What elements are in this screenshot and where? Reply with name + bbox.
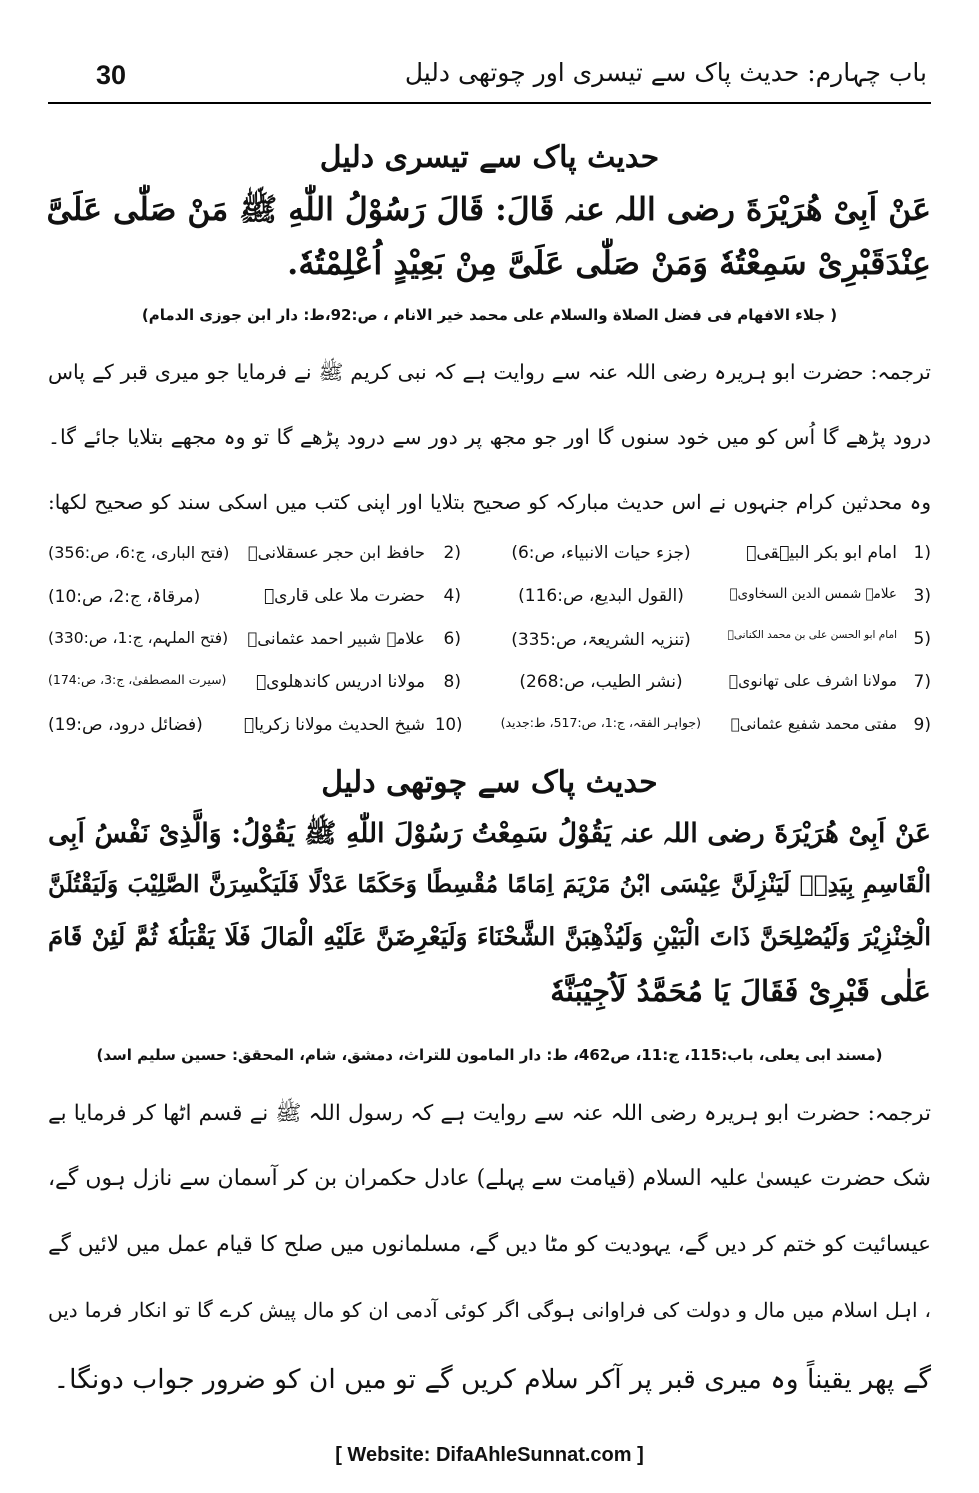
hadith-arabic-line: الْخِنْزِیْرَ وَلَیُصْلِحَنَّ ذَاتَ الْبَیْنِ وَلَیُذْهِبَنَّ الشَّحْنَاءَ وَلَیَعْرِضَنَّ عَلَیْهِ الْمَالَ فَلَا یَقْبَلُهٗ ثُمَّ لَئِنْ قَامَ	[48, 922, 931, 951]
hadith-arabic-line: عَنْ اَبِیْ هُرَیْرَةَ رضی اللہ عنہ یَقُوْلُ سَمِعْتُ رَسُوْلَ اللّٰهِ ﷺ یَقُوْلُ: وَالَّذِیْ نَفْسُ اَبِی	[48, 818, 931, 849]
scholar-name: امام ابو بکر البیہقیؒ	[746, 543, 897, 563]
translation-line: ، اہل اسلام میں مال و دولت کی فراوانی ہوگی اگر کوئی آدمی ان کو مال پیش کرے گا تو انکار فرما دیں	[48, 1298, 931, 1322]
section-title-third-proof: حدیث پاک سے تیسری دلیل	[319, 140, 660, 175]
book-citation: (فتح الملہم، ج:1، ص:330)	[48, 629, 229, 647]
book-citation: (مرقاۃ، ج:2، ص:10)	[48, 587, 201, 607]
scholars-intro-line: وہ محدثین کرام جنہوں نے اس حدیث مبارکہ کو صحیح بتلایا اور اپنی کتب میں اسکی سند کو صحیح لکھا:	[48, 490, 931, 514]
book-citation: (تنزیہ الشریعۃ، ص:335)	[511, 630, 691, 650]
reference-row	[48, 586, 931, 620]
reference-number: 5)	[913, 629, 931, 649]
book-citation: (فضائل درود، ص:19)	[48, 715, 203, 735]
translation-line: ترجمہ: حضرت ابو ہریرہ رضی اللہ عنہ سے روایت ہے کہ نبی کریم ﷺ نے فرمایا جو میری قبر کے پاس	[48, 360, 931, 384]
website-footer[interactable]: [ Website: DifaAhleSunnat.com ]	[335, 1444, 644, 1466]
reference-number: 2)	[443, 543, 461, 563]
book-citation: (القول البدیع، ص:116)	[518, 586, 684, 606]
translation-line: عیسائیت کو ختم کر دیں گے، یہودیت کو مٹا دیں گے، مسلمانوں میں صلح کا قیام عمل میں لائیں گے	[48, 1232, 931, 1257]
scholar-name: حافظ ابن حجر عسقلانیؒ	[247, 543, 425, 562]
scholar-name: مولانا ادریس کاندھلویؒ	[255, 672, 425, 692]
hadith-arabic-line: الْقَاسِمِ بِیَدِهٖ لَیَنْزِلَنَّ عِیْسَی ابْنُ مَرْیَمَ اِمَامًا مُقْسِطًا وَحَکَمًا عَدْلًا فَلَیَکْسِرَنَّ الصَّلِیْبَ وَلَیَقْتُلَنَّ	[48, 870, 931, 898]
scholar-name: علامہ شبیر احمد عثمانیؒ	[247, 629, 425, 648]
scholar-name: حضرت ملا علی قاریؒ	[263, 586, 425, 606]
header-divider	[48, 102, 931, 104]
reference-row	[48, 629, 931, 663]
book-citation: (جزء حیات الانبیاء، ص:6)	[511, 543, 691, 563]
reference-number: 3)	[913, 586, 931, 606]
reference-number: 6)	[443, 629, 461, 649]
translation-line: درود پڑھے گا اُس کو میں خود سنوں گا اور جو مجھ پر دور سے درود پڑھے گا تو وہ مجھے بتلایا جائے گا۔	[48, 425, 931, 449]
reference-number: 9)	[913, 715, 931, 735]
book-citation: (سیرت المصطفیٰ، ج:3، ص:174)	[48, 672, 227, 687]
scholar-name: مفتی محمد شفیع عثمانیؒ	[730, 715, 897, 733]
chapter-header: باب چہارم: حدیث پاک سے تیسری اور چوتھی دلیل	[404, 58, 927, 87]
scholar-name: علامہ شمس الدین السخاویؒ	[729, 586, 897, 602]
hadith-arabic-line: عِنْدَقَبْرِیْ سَمِعْتُهٗ وَمَنْ صَلّٰی عَلَیَّ مِنْ بَعِیْدٍ اُعْلِمْتُهٗ.	[287, 244, 931, 282]
page-number: 30	[96, 60, 127, 90]
book-citation: (جواہر الفقہ، ج:1، ص:517، ط:جدید)	[500, 715, 701, 730]
scholar-name: مولانا اشرف علی تھانویؒ	[728, 672, 897, 690]
hadith-arabic-line: عَلٰی قَبْرِیْ فَقَالَ یَا مُحَمَّدُ لَاُجِیْبَنَّهٗ	[550, 974, 931, 1008]
scholar-name: شیخ الحدیث مولانا زکریاؒ	[243, 715, 425, 735]
translation-line: گے پھر یقیناً وہ میری قبر پر آکر سلام کریں گے تو میں ان کو ضرور جواب دونگا۔	[53, 1364, 931, 1395]
scholar-name: امام ابو الحسن علی بن محمد الکنانیؒ	[727, 629, 897, 641]
section-title-fourth-proof: حدیث پاک سے چوتھی دلیل	[321, 765, 658, 800]
translation-line: ترجمہ: حضرت ابو ہریرہ رضی اللہ عنہ سے روایت ہے کہ رسول اللہ ﷺ نے قسم اٹھا کر فرمایا بے	[48, 1101, 931, 1126]
hadith-arabic-line: عَنْ اَبِیْ هُرَیْرَةَ رضی اللہ عنہ قَالَ: قَالَ رَسُوْلُ اللّٰهِ ﷺ مَنْ صَلّٰی عَلَیَّ	[46, 191, 931, 228]
reference-number: 8)	[443, 672, 461, 692]
hadith-source-citation: ( جلاء الافهام فی فضل الصلاة والسلام علی محمد خیر الانام ، ص:92،ط: دار ابن جوزی الدمام)	[141, 306, 838, 324]
hadith-source-citation: (مسند ابی یعلی، باب:115، ج:11، ص462، ط: دار المامون للتراث، دمشق، شام، المحقق: حسین سلیم اسد)	[96, 1046, 883, 1064]
reference-number: 7)	[913, 672, 931, 692]
reference-number: 4)	[443, 586, 461, 606]
reference-row	[48, 672, 931, 706]
book-citation: (نشر الطیب، ص:268)	[519, 672, 683, 692]
book-citation: (فتح الباری، ج:6، ص:356)	[48, 543, 230, 562]
reference-row	[48, 543, 931, 577]
reference-number: 1)	[913, 543, 931, 563]
reference-number: 10)	[435, 715, 463, 734]
translation-line: شک حضرت عیسیٰ علیہ السلام (قیامت سے پہلے) عادل حکمران بن کر آسمان سے نازل ہوں گے،	[47, 1166, 931, 1191]
reference-row	[48, 715, 931, 749]
